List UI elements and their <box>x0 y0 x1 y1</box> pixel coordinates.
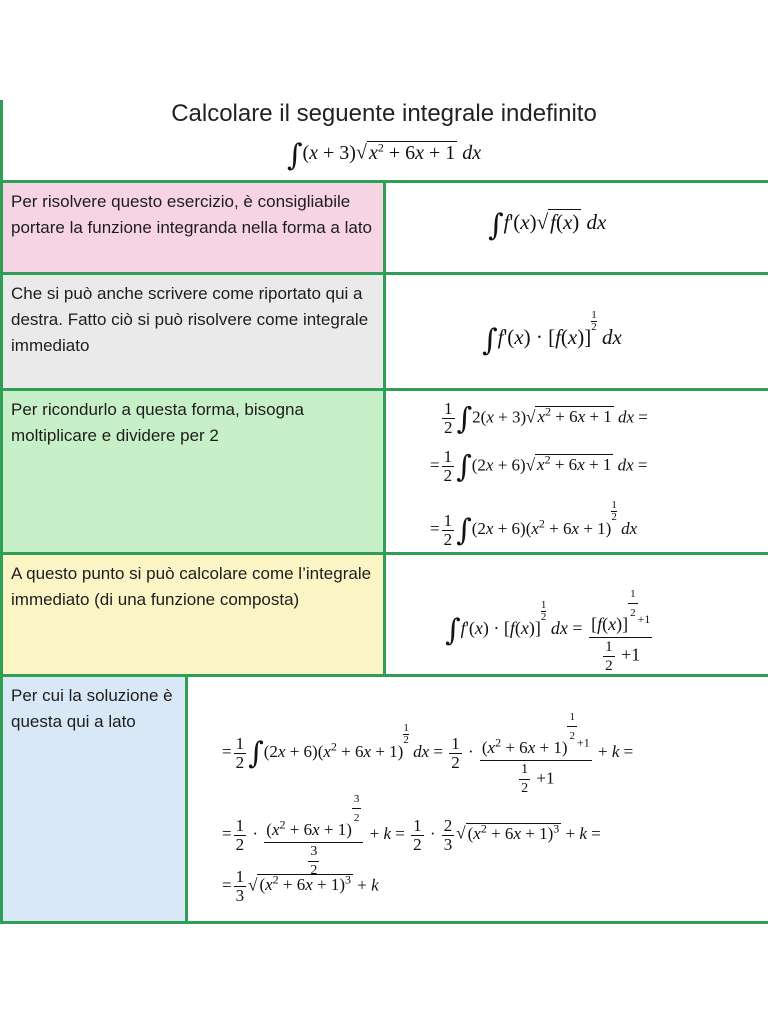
formula-row-4: ∫f'(x) · [f(x)] $\frac{1}{2}$ dx = [f(x)] $\frac{1}{2}$ $^{+1}$ $\frac{1}{2}$ +1 <box>445 585 654 675</box>
formula-row-3-line-2: = $\frac{1}{2}$ ∫(2x + 6)√ $x^2 + 6x + 1$ dx = <box>430 447 648 485</box>
formula-row-3-line-3: = $\frac{1}{2}$ $\int(2x + 6)(x^2 + 6x + 1)$ $\frac{1}{2}$ dx <box>430 499 638 549</box>
row-5-label: Per cui la soluzione è questa qui a lato <box>11 686 173 731</box>
formula-row-1: ∫f'(x)√f(x) dx <box>488 208 607 243</box>
column-divider <box>383 180 386 675</box>
formula-row-5-line-1: = $\frac{1}{2}$ $\int(2x + 6)(x^2 + 6x + 1)$ $\frac{1}{2}$ dx = $\frac{1}{2}$ · $(x^2 + 6x + 1)$ $\frac{1}{2}$ $^{+1}$ $\frac{1}{2}$ +1 + k = <box>222 708 633 798</box>
formula-row-5-line-3: = $\frac{1}{3}$ √ $(x^2 + 6x + 1)^3 + k$ <box>222 867 379 905</box>
row-2-text <box>3 275 383 388</box>
formula-row-3-line-1: $\frac{1}{2}$ ∫2(x + 3)√ $x^2 + 6x + 1$ dx = <box>444 399 648 437</box>
row-2-label: Che si può anche scrivere come riportato qui a destra. Fatto ciò si può risolvere come integrale immediato <box>11 284 369 355</box>
row-1-label: Per risolvere questo esercizio, è consigliabile portare la funzione integranda nella forma a lato <box>11 192 373 237</box>
row-4-label: A questo punto si può calcolare come l’integrale immediato (di una funzione composta) <box>11 564 372 609</box>
formula-row-2: ∫f'(x) · [f(x)] $\frac{1}{2}$ dx <box>482 309 622 358</box>
main-integral: ∫(x + 3)√ $x^2 + 6x + 1$ dx <box>286 138 482 173</box>
row-3-text <box>3 391 383 552</box>
row-4-text <box>3 555 383 674</box>
row-5-text <box>3 677 185 921</box>
column-divider <box>185 674 188 922</box>
page-title: Calcolare il seguente integrale indefinito <box>171 100 597 127</box>
row-3-label: Per ricondurlo a questa forma, bisogna moltiplicare e dividere per 2 <box>11 400 304 445</box>
row-1-text <box>3 183 383 272</box>
formula-row-5-line-2: = $\frac{1}{2}$ · $(x^2 + 6x + 1)$ $\frac{3}{2}$ $\frac{3}{2}$ + k = $\frac{1}{2}$ · $\frac{2}{3}$ √ $(x^2 + 6x + 1)^3 + k$ = <box>222 790 601 880</box>
